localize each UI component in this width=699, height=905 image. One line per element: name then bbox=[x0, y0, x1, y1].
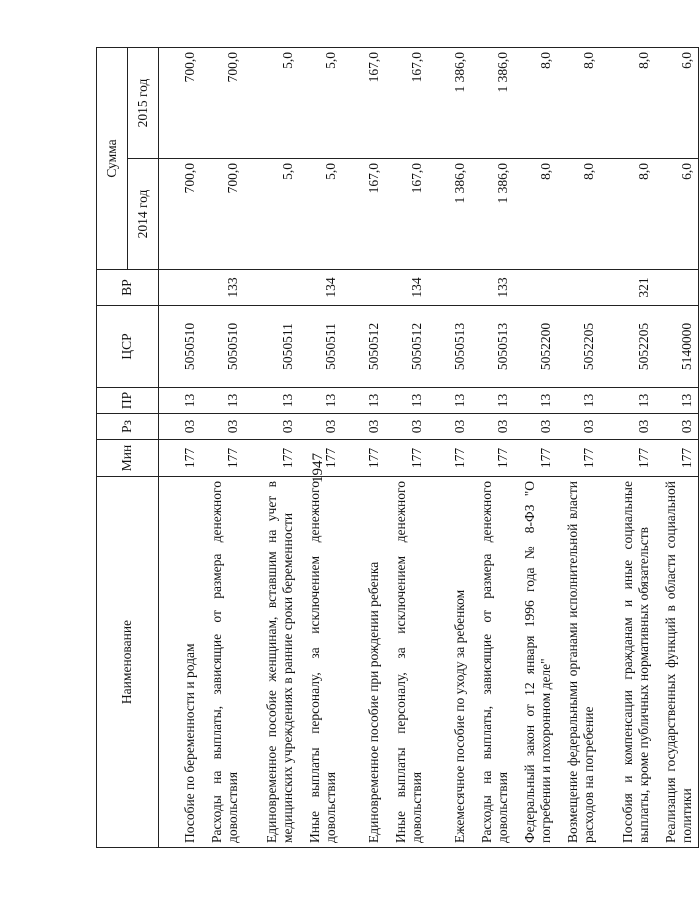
row-name: Пособие по беременности и родам bbox=[159, 477, 202, 848]
row-vr bbox=[515, 270, 558, 306]
row-2014: 8,0 bbox=[558, 159, 601, 270]
table-header bbox=[97, 47, 159, 847]
row-pr: 13 bbox=[245, 388, 300, 414]
row-min: 177 bbox=[515, 440, 558, 477]
row-2015: 167,0 bbox=[343, 47, 386, 158]
row-2015: 8,0 bbox=[601, 47, 656, 158]
row-2014: 6,0 bbox=[656, 159, 699, 270]
row-name: Расходы на выплаты, зависящие от размера денежного довольствия bbox=[472, 477, 515, 848]
row-pr: 13 bbox=[429, 388, 472, 414]
row-min: 177 bbox=[558, 440, 601, 477]
row-pr: 13 bbox=[202, 388, 245, 414]
row-csr: 5050511 bbox=[245, 306, 300, 388]
row-pr: 13 bbox=[343, 388, 386, 414]
table-body bbox=[159, 47, 699, 847]
row-csr: 5052205 bbox=[558, 306, 601, 388]
row-vr: 133 bbox=[472, 270, 515, 306]
row-2014: 700,0 bbox=[202, 159, 245, 270]
row-csr: 5050512 bbox=[386, 306, 429, 388]
table-row bbox=[245, 47, 300, 847]
header-2014: 2014 год bbox=[128, 159, 159, 270]
row-2015: 8,0 bbox=[515, 47, 558, 158]
row-name: Пособия и компенсации гражданам и иные социальные выплаты, кроме публичных нормативных обязательств bbox=[601, 477, 656, 848]
row-min: 177 bbox=[159, 440, 202, 477]
row-csr: 5052205 bbox=[601, 306, 656, 388]
row-rz: 03 bbox=[558, 414, 601, 440]
header-pr: ПР bbox=[97, 388, 159, 414]
row-csr: 5050512 bbox=[343, 306, 386, 388]
row-name: Федеральный закон от 12 января 1996 года № 8-ФЗ "О погребении и похоронном деле" bbox=[515, 477, 558, 848]
row-rz: 03 bbox=[601, 414, 656, 440]
row-2015: 6,0 bbox=[656, 47, 699, 158]
row-pr: 13 bbox=[159, 388, 202, 414]
page-number: 1947 bbox=[309, 453, 326, 483]
budget-table bbox=[96, 47, 699, 848]
row-rz: 03 bbox=[300, 414, 343, 440]
row-min: 177 bbox=[429, 440, 472, 477]
row-2014: 8,0 bbox=[601, 159, 656, 270]
row-csr: 5052200 bbox=[515, 306, 558, 388]
table-row bbox=[472, 47, 515, 847]
row-pr: 13 bbox=[558, 388, 601, 414]
row-vr bbox=[429, 270, 472, 306]
row-2014: 700,0 bbox=[159, 159, 202, 270]
table-row bbox=[656, 47, 699, 847]
row-name: Возмещение федеральными органами исполнительной власти расходов на погребение bbox=[558, 477, 601, 848]
row-csr: 5050510 bbox=[159, 306, 202, 388]
table-row bbox=[386, 47, 429, 847]
row-rz: 03 bbox=[656, 414, 699, 440]
row-rz: 03 bbox=[429, 414, 472, 440]
header-2015: 2015 год bbox=[128, 47, 159, 158]
row-csr: 5050511 bbox=[300, 306, 343, 388]
header-csr: ЦСР bbox=[97, 306, 159, 388]
row-name: Единовременное пособие при рождении ребенка bbox=[343, 477, 386, 848]
row-vr bbox=[159, 270, 202, 306]
table-row bbox=[159, 47, 202, 847]
row-rz: 03 bbox=[343, 414, 386, 440]
row-rz: 03 bbox=[202, 414, 245, 440]
header-name: Наименование bbox=[97, 477, 159, 848]
table-row bbox=[429, 47, 472, 847]
row-pr: 13 bbox=[386, 388, 429, 414]
row-pr: 13 bbox=[472, 388, 515, 414]
row-vr: 321 bbox=[601, 270, 656, 306]
row-rz: 03 bbox=[159, 414, 202, 440]
row-2014: 167,0 bbox=[386, 159, 429, 270]
row-name: Иные выплаты персоналу, за исключением денежного довольствия bbox=[300, 477, 343, 848]
table-row bbox=[515, 47, 558, 847]
table-row bbox=[300, 47, 343, 847]
row-csr: 5050513 bbox=[472, 306, 515, 388]
row-2015: 8,0 bbox=[558, 47, 601, 158]
row-min: 177 bbox=[472, 440, 515, 477]
row-2014: 1 386,0 bbox=[429, 159, 472, 270]
row-csr: 5050513 bbox=[429, 306, 472, 388]
row-2014: 5,0 bbox=[245, 159, 300, 270]
row-vr bbox=[558, 270, 601, 306]
header-sum: Сумма bbox=[97, 47, 128, 269]
row-name: Единовременное пособие женщинам, вставшим на учет в медицинских учреждениях в ранние сроки беременности bbox=[245, 477, 300, 848]
row-2014: 1 386,0 bbox=[472, 159, 515, 270]
row-pr: 13 bbox=[515, 388, 558, 414]
row-min: 177 bbox=[343, 440, 386, 477]
row-name: Расходы на выплаты, зависящие от размера денежного довольствия bbox=[202, 477, 245, 848]
row-csr: 5050510 bbox=[202, 306, 245, 388]
row-rz: 03 bbox=[515, 414, 558, 440]
row-vr bbox=[245, 270, 300, 306]
row-rz: 03 bbox=[245, 414, 300, 440]
table-row bbox=[601, 47, 656, 847]
table-row bbox=[343, 47, 386, 847]
row-pr: 13 bbox=[300, 388, 343, 414]
row-2015: 167,0 bbox=[386, 47, 429, 158]
row-min: 177 bbox=[245, 440, 300, 477]
row-name: Реализация государственных функций в области социальной политики bbox=[656, 477, 699, 848]
row-min: 177 bbox=[386, 440, 429, 477]
row-name: Ежемесячное пособие по уходу за ребенком bbox=[429, 477, 472, 848]
table-row bbox=[558, 47, 601, 847]
row-min: 177 bbox=[300, 440, 343, 477]
row-csr: 5140000 bbox=[656, 306, 699, 388]
row-2014: 167,0 bbox=[343, 159, 386, 270]
row-min: 177 bbox=[202, 440, 245, 477]
row-2015: 700,0 bbox=[159, 47, 202, 158]
row-vr: 133 bbox=[202, 270, 245, 306]
row-pr: 13 bbox=[656, 388, 699, 414]
table-row bbox=[202, 47, 245, 847]
header-rz: Рз bbox=[97, 414, 159, 440]
row-vr bbox=[343, 270, 386, 306]
row-2015: 5,0 bbox=[300, 47, 343, 158]
row-2014: 8,0 bbox=[515, 159, 558, 270]
row-2015: 5,0 bbox=[245, 47, 300, 158]
row-2015: 700,0 bbox=[202, 47, 245, 158]
row-vr bbox=[656, 270, 699, 306]
rotated-page-content bbox=[96, 48, 694, 848]
row-min: 177 bbox=[656, 440, 699, 477]
row-2014: 5,0 bbox=[300, 159, 343, 270]
header-min: Мин bbox=[97, 440, 159, 477]
row-min: 177 bbox=[601, 440, 656, 477]
row-rz: 03 bbox=[386, 414, 429, 440]
row-vr: 134 bbox=[386, 270, 429, 306]
row-2015: 1 386,0 bbox=[472, 47, 515, 158]
row-rz: 03 bbox=[472, 414, 515, 440]
header-vr: ВР bbox=[97, 270, 159, 306]
row-2015: 1 386,0 bbox=[429, 47, 472, 158]
row-name: Иные выплаты персоналу, за исключением денежного довольствия bbox=[386, 477, 429, 848]
row-pr: 13 bbox=[601, 388, 656, 414]
row-vr: 134 bbox=[300, 270, 343, 306]
